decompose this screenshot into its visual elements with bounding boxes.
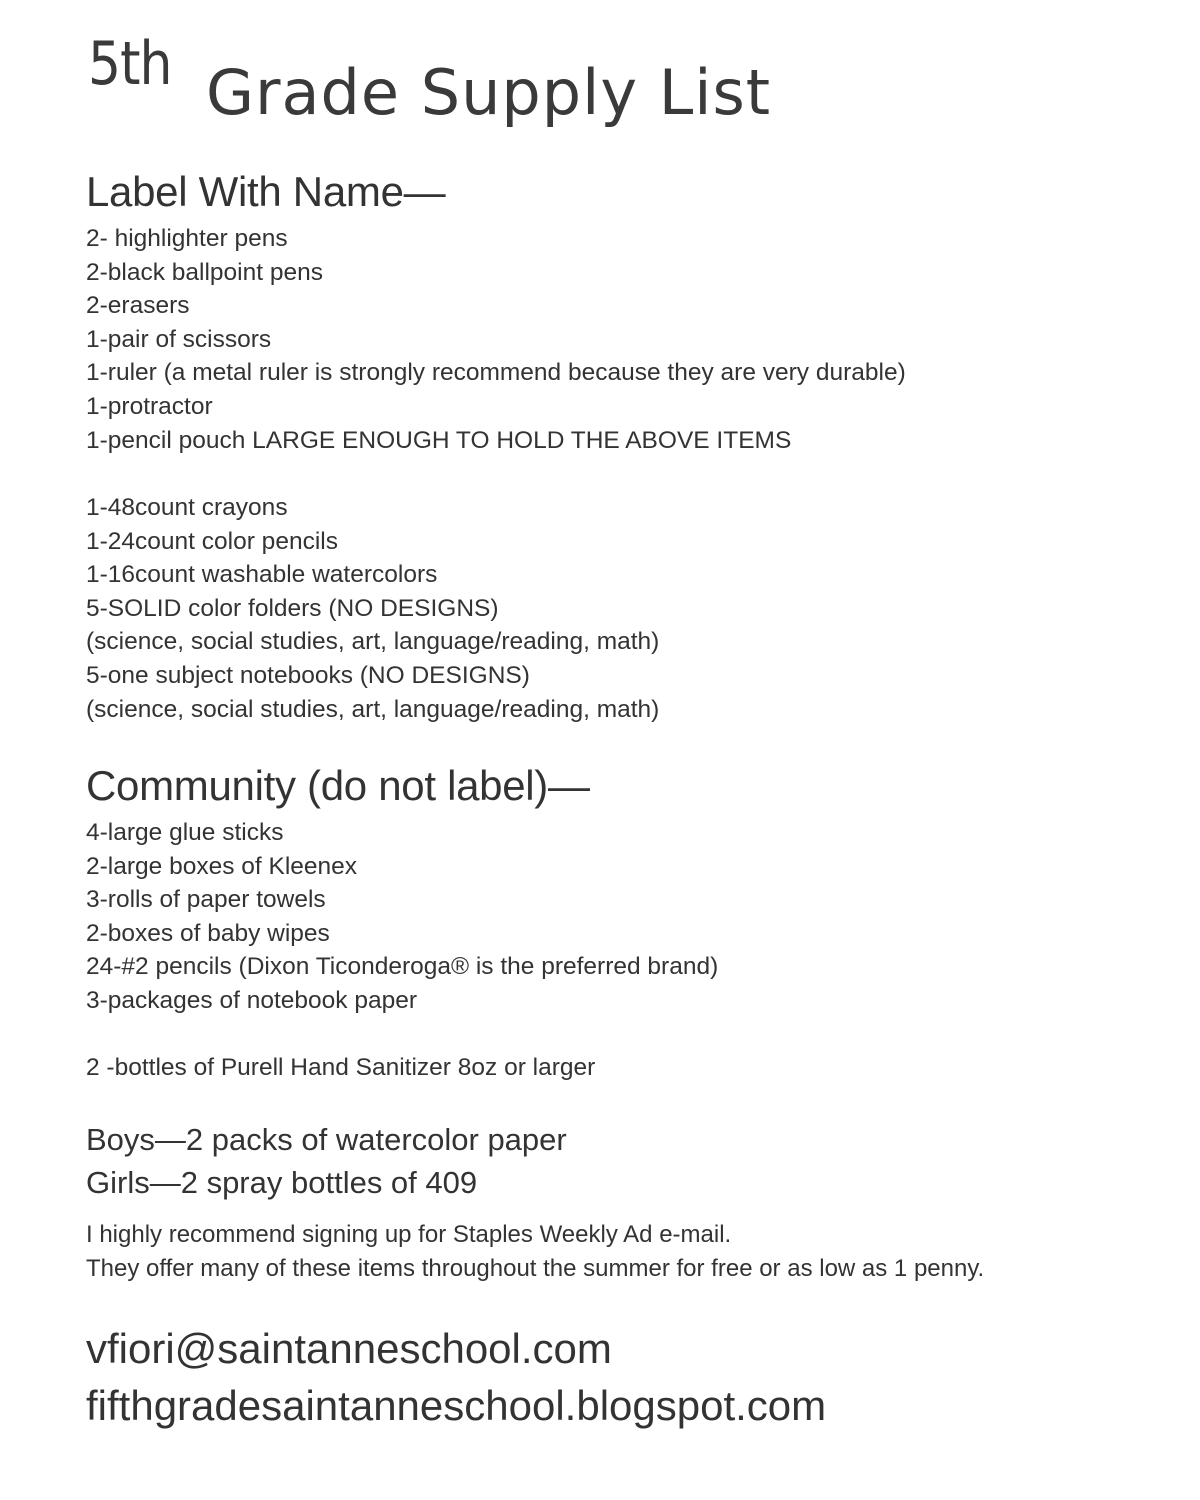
list-item: 3-rolls of paper towels <box>86 886 326 914</box>
list-item: 2-erasers <box>86 292 190 320</box>
sanitizer-item: 2 -bottles of Purell Hand Sanitizer 8oz or larger <box>86 1054 596 1081</box>
email-address: vfiori@saintanneschool.com <box>86 1325 612 1372</box>
list-item: 1-protractor <box>86 392 213 420</box>
list-item: 2-large boxes of Kleenex <box>86 852 358 880</box>
list-item: 1-16count washable watercolors <box>86 561 438 589</box>
list-item: 24-#2 pencils (Dixon Ticonderoga® is the preferred brand) <box>86 953 719 981</box>
list-item: 3-packages of notebook paper <box>86 986 417 1014</box>
girls-item: Girls—2 spray bottles of 409 <box>86 1165 478 1200</box>
boys-item: Boys—2 packs of watercolor paper <box>86 1122 567 1157</box>
list-item: 5-one subject notebooks (NO DESIGNS) <box>86 661 530 689</box>
community-heading: Community (do not label)— <box>86 762 590 809</box>
list-item: 2- highlighter pens <box>86 225 288 252</box>
list-item: 1-ruler (a metal ruler is strongly recommend because they are very durable) <box>86 359 906 387</box>
list-item: 2-black ballpoint pens <box>86 258 323 286</box>
label-with-name-heading: Label With Name— <box>86 168 446 215</box>
gender-items-list <box>86 1118 567 1204</box>
title-grade: 5th <box>88 30 172 99</box>
note-line: They offer many of these items throughout the summer for free or as low as 1 penny. <box>86 1254 985 1282</box>
label-items-list <box>86 222 906 457</box>
list-item: 1-pair of scissors <box>86 325 272 353</box>
community-items-list <box>86 816 718 1018</box>
blog-url: fifthgradesaintanneschool.blogspot.com <box>86 1382 827 1429</box>
list-item: 1-pencil pouch LARGE ENOUGH TO HOLD THE ABOVE ITEMS <box>86 426 792 454</box>
list-item: 5-SOLID color folders (NO DESIGNS) <box>86 594 499 622</box>
contact-info <box>86 1320 826 1434</box>
list-item: 1-48count crayons <box>86 494 288 521</box>
staples-note <box>86 1218 984 1285</box>
list-item: 1-24count color pencils <box>86 527 338 555</box>
list-item: (science, social studies, art, language/reading, math) <box>86 628 660 656</box>
list-item: 2-boxes of baby wipes <box>86 919 330 947</box>
note-line: I highly recommend signing up for Staples Weekly Ad e-mail. <box>86 1221 732 1248</box>
list-item: (science, social studies, art, language/reading, math) <box>86 695 660 723</box>
list-item: 4-large glue sticks <box>86 819 284 846</box>
title-text: Grade Supply List <box>206 56 772 129</box>
label-items-list-2 <box>86 491 659 726</box>
